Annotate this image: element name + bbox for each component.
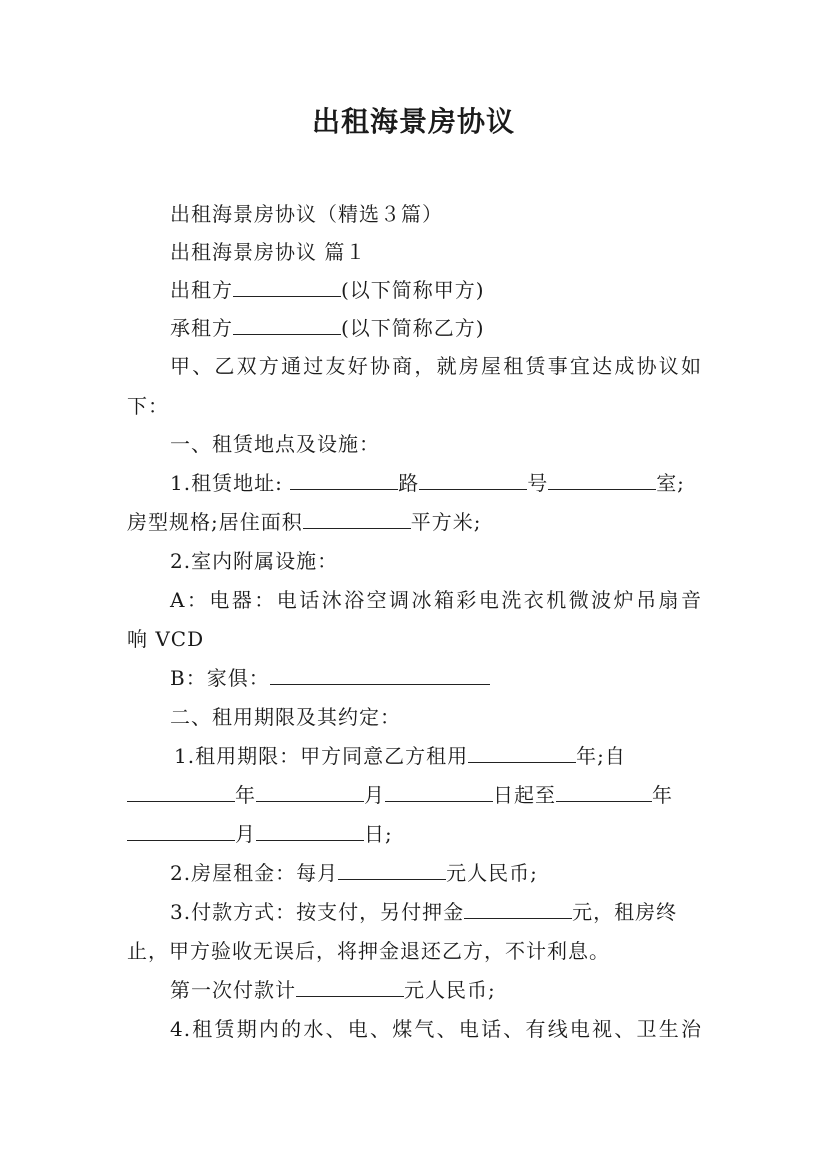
utilities-line: 4.租赁期内的水、电、煤气、电话、有线电视、卫生治 [170,1017,702,1041]
document-title: 出租海景房协议 [311,105,515,138]
payment-line: 3.付款方式：按支付，另付押金 元，租房终 [170,900,678,924]
start-year-blank [127,783,235,802]
appliances-line-cont: 响 VCD [127,627,205,651]
subtitle-line: 出租海景房协议（精选３篇） [170,202,443,226]
lessee-blank [233,316,341,335]
furniture-blank [270,666,490,685]
end-month-blank [127,822,235,841]
rent-blank [338,861,446,880]
area-line: 房型规格;居住面积 平方米; [127,510,482,534]
term-end-line: 月 日; [127,820,393,848]
term-dates-line: 年 月 日起至 年 [127,781,673,809]
appliances-line: A：电器：电话沐浴空调冰箱彩电洗衣机微波炉吊扇音 [170,588,702,612]
start-month-blank [256,783,364,802]
first-payment-line: 第一次付款计 元人民币; [170,978,496,1002]
intro-line: 甲、乙双方通过友好协商，就房屋租赁事宜达成协议如 [170,354,702,378]
first-payment-blank [296,978,404,997]
rent-line: 2.房屋租金：每月 元人民币; [170,861,538,885]
end-day-blank [256,822,364,841]
clause-heading-2: 二、租用期限及其约定： [170,705,401,729]
clause-heading-1: 一、租赁地点及设施： [170,432,380,456]
road-blank [290,471,398,490]
end-year-blank [556,783,652,802]
deposit-blank [464,900,572,919]
start-day-blank [385,783,493,802]
intro-line-cont: 下： [127,394,169,418]
term-line: 1.租用期限：甲方同意乙方租用 年;自 [174,744,626,768]
years-blank [468,744,576,763]
number-blank [419,471,527,490]
area-blank [303,510,411,529]
lessor-blank [233,278,341,297]
lessor-line: 出租方 (以下简称甲方) [170,278,485,302]
room-blank [548,471,656,490]
address-line: 1.租赁地址: 路 号 室; [170,471,685,495]
facilities-heading: 2.室内附属设施： [170,549,339,573]
payment-line-cont: 止，甲方验收无误后，将押金退还乙方，不计利息。 [127,939,610,963]
section-heading: 出租海景房协议 篇１ [170,240,367,264]
lessee-line: 承租方 (以下简称乙方) [170,316,485,340]
furniture-line: B：家俱： [170,664,490,692]
